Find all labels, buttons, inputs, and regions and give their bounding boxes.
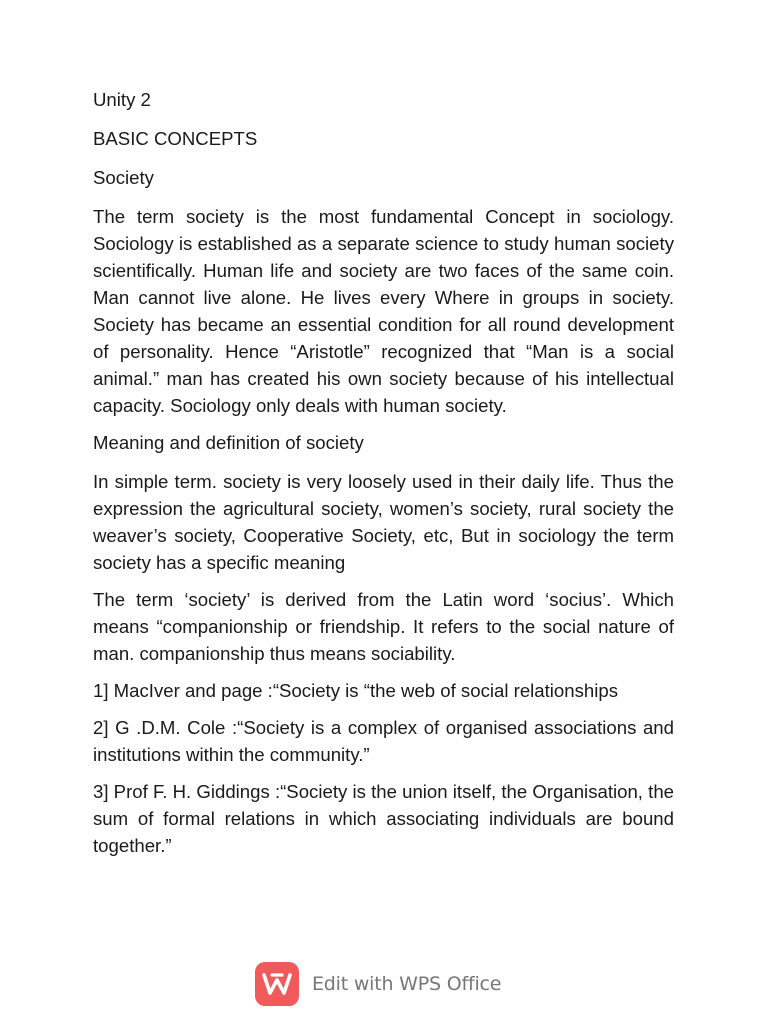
definition-giddings: 3] Prof F. H. Giddings :“Society is the union itself, the Organisation, the sum of formal relations in which associating individuals are bound together.” <box>93 781 674 856</box>
chapter-title: BASIC CONCEPTS <box>93 128 258 149</box>
wps-w-icon <box>255 962 299 1006</box>
section-heading-society: Society <box>93 167 154 188</box>
wps-edit-banner[interactable] <box>255 962 501 1006</box>
paragraph-latin-origin: The term ‘society’ is derived from the Latin word ‘socius’. Which means “companionship or friendship. It refers to the social nature of man. companionship thus means sociability. <box>93 589 674 664</box>
section-heading-meaning: Meaning and definition of society <box>93 432 364 453</box>
document-body <box>93 86 674 869</box>
wps-edit-label[interactable]: Edit with WPS Office <box>312 973 502 995</box>
definition-cole: 2] G .D.M. Cole :“Society is a complex of organised associations and institutions within the community.” <box>93 717 674 765</box>
unit-label: Unity 2 <box>93 89 151 110</box>
paragraph-intro: The term society is the most fundamental Concept in sociology. Sociology is established as a separate science to study human society scientifically. Human life and society are two faces of the same coin. Man cannot live alone. He lives every Where in groups in society. Society has became an essential condition for all round development of personality. Hence “Aristotle” recognized that “Man is a social animal.” man has created his own society because of his intellectual capacity. Sociology only deals with human society. <box>93 206 674 416</box>
paragraph-simple-term: In simple term. society is very loosely used in their daily life. Thus the expression the agricultural society, women’s society, rural society the weaver’s society, Cooperative Society, etc, But in sociology the term society has a specific meaning <box>93 471 674 573</box>
definition-maciver: 1] MacIver and page :“Society is “the web of social relationships <box>93 680 619 701</box>
